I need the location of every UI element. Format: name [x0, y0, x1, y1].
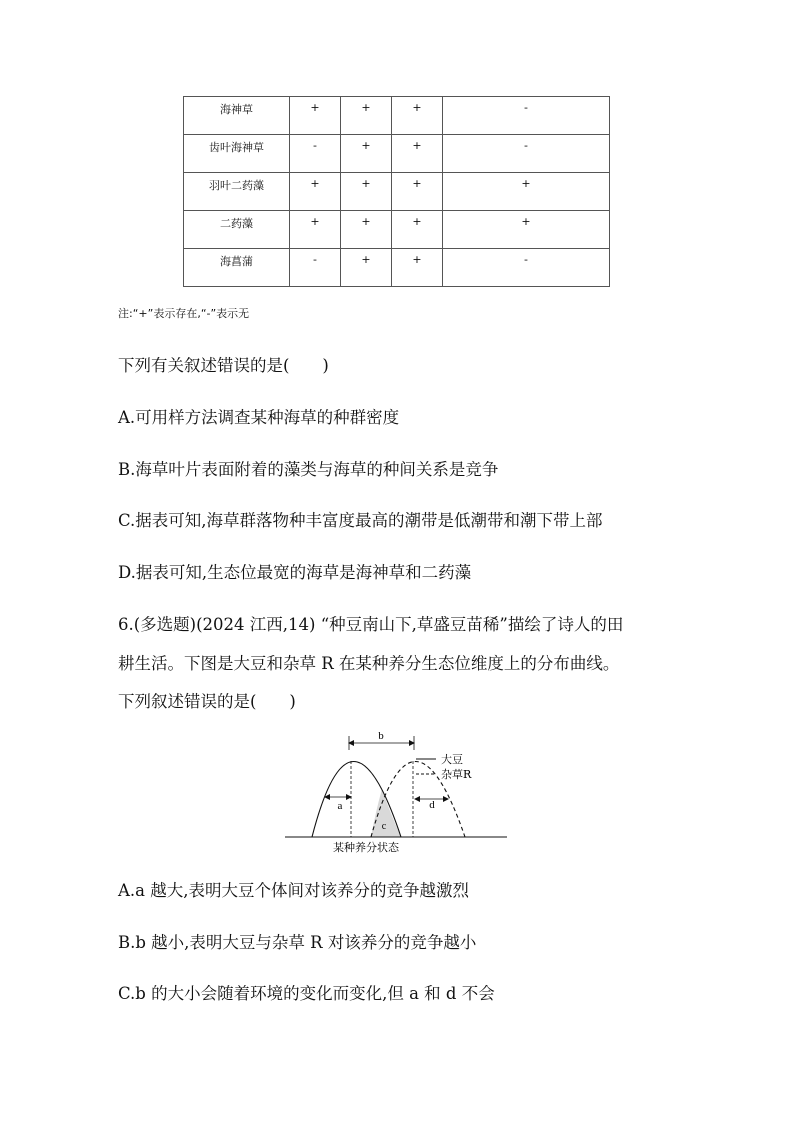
q6-option-a: A.a 越大,表明大豆个体间对该养分的竞争越激烈	[118, 881, 469, 900]
presence-cell: -	[290, 135, 341, 173]
presence-cell: +	[392, 173, 443, 211]
presence-cell: -	[443, 97, 610, 135]
q6-option-c: C.b 的大小会随着环境的变化而变化,但 a 和 d 不会	[118, 984, 495, 1003]
q5-stem: 下列有关叙述错误的是( )	[118, 356, 329, 375]
q6-option-b: B.b 越小,表明大豆与杂草 R 对该养分的竞争越小	[118, 933, 477, 952]
presence-cell: -	[290, 249, 341, 287]
q5-option-b: B.海草叶片表面附着的藻类与海草的种间关系是竞争	[118, 460, 499, 479]
table-row	[184, 97, 610, 135]
q5-option-a: A.可用样方法调查某种海草的种群密度	[118, 408, 400, 427]
presence-cell: +	[290, 173, 341, 211]
species-name: 齿叶海神草	[184, 135, 290, 173]
q5-option-c: C.据表可知,海草群落物种丰富度最高的潮带是低潮带和潮下带上部	[118, 511, 603, 530]
q6-stem-line1: 6.(多选题)(2024 江西,14) “种豆南山下,草盛豆苗稀”描绘了诗人的田	[118, 615, 624, 634]
presence-cell: +	[341, 173, 392, 211]
presence-cell: +	[392, 211, 443, 249]
table-row	[184, 211, 610, 249]
label-c: c	[381, 821, 387, 832]
presence-cell: +	[443, 173, 610, 211]
q6-stem-line2: 耕生活。下图是大豆和杂草 R 在某种养分生态位维度上的分布曲线。	[118, 654, 620, 673]
legend-soybean: 大豆	[441, 753, 463, 766]
q5-option-d: D.据表可知,生态位最宽的海草是海神草和二药藻	[118, 563, 472, 582]
presence-cell: -	[443, 249, 610, 287]
presence-cell: +	[392, 249, 443, 287]
presence-cell: +	[392, 97, 443, 135]
label-a: a	[337, 800, 343, 812]
presence-cell: +	[290, 97, 341, 135]
table-row	[184, 135, 610, 173]
seagrass-distribution-table	[183, 96, 610, 287]
species-name: 海菖蒲	[184, 249, 290, 287]
label-d: d	[429, 799, 435, 811]
species-name: 海神草	[184, 97, 290, 135]
legend-weed-r: 杂草R	[441, 768, 472, 781]
species-name: 二药藻	[184, 211, 290, 249]
presence-cell: +	[341, 135, 392, 173]
x-axis-label: 某种养分状态	[333, 841, 399, 854]
presence-cell: +	[341, 97, 392, 135]
presence-cell: +	[443, 211, 610, 249]
presence-cell: +	[341, 211, 392, 249]
table-row	[184, 249, 610, 287]
label-b: b	[378, 730, 384, 742]
table-note: 注:“+”表示存在,“-”表示无	[118, 307, 250, 320]
table-row	[184, 173, 610, 211]
presence-cell: +	[290, 211, 341, 249]
q6-stem-line3: 下列叙述错误的是( )	[118, 692, 296, 711]
presence-cell: +	[392, 135, 443, 173]
presence-cell: -	[443, 135, 610, 173]
species-name: 羽叶二药藻	[184, 173, 290, 211]
niche-distribution-figure	[285, 728, 510, 858]
presence-cell: +	[341, 249, 392, 287]
